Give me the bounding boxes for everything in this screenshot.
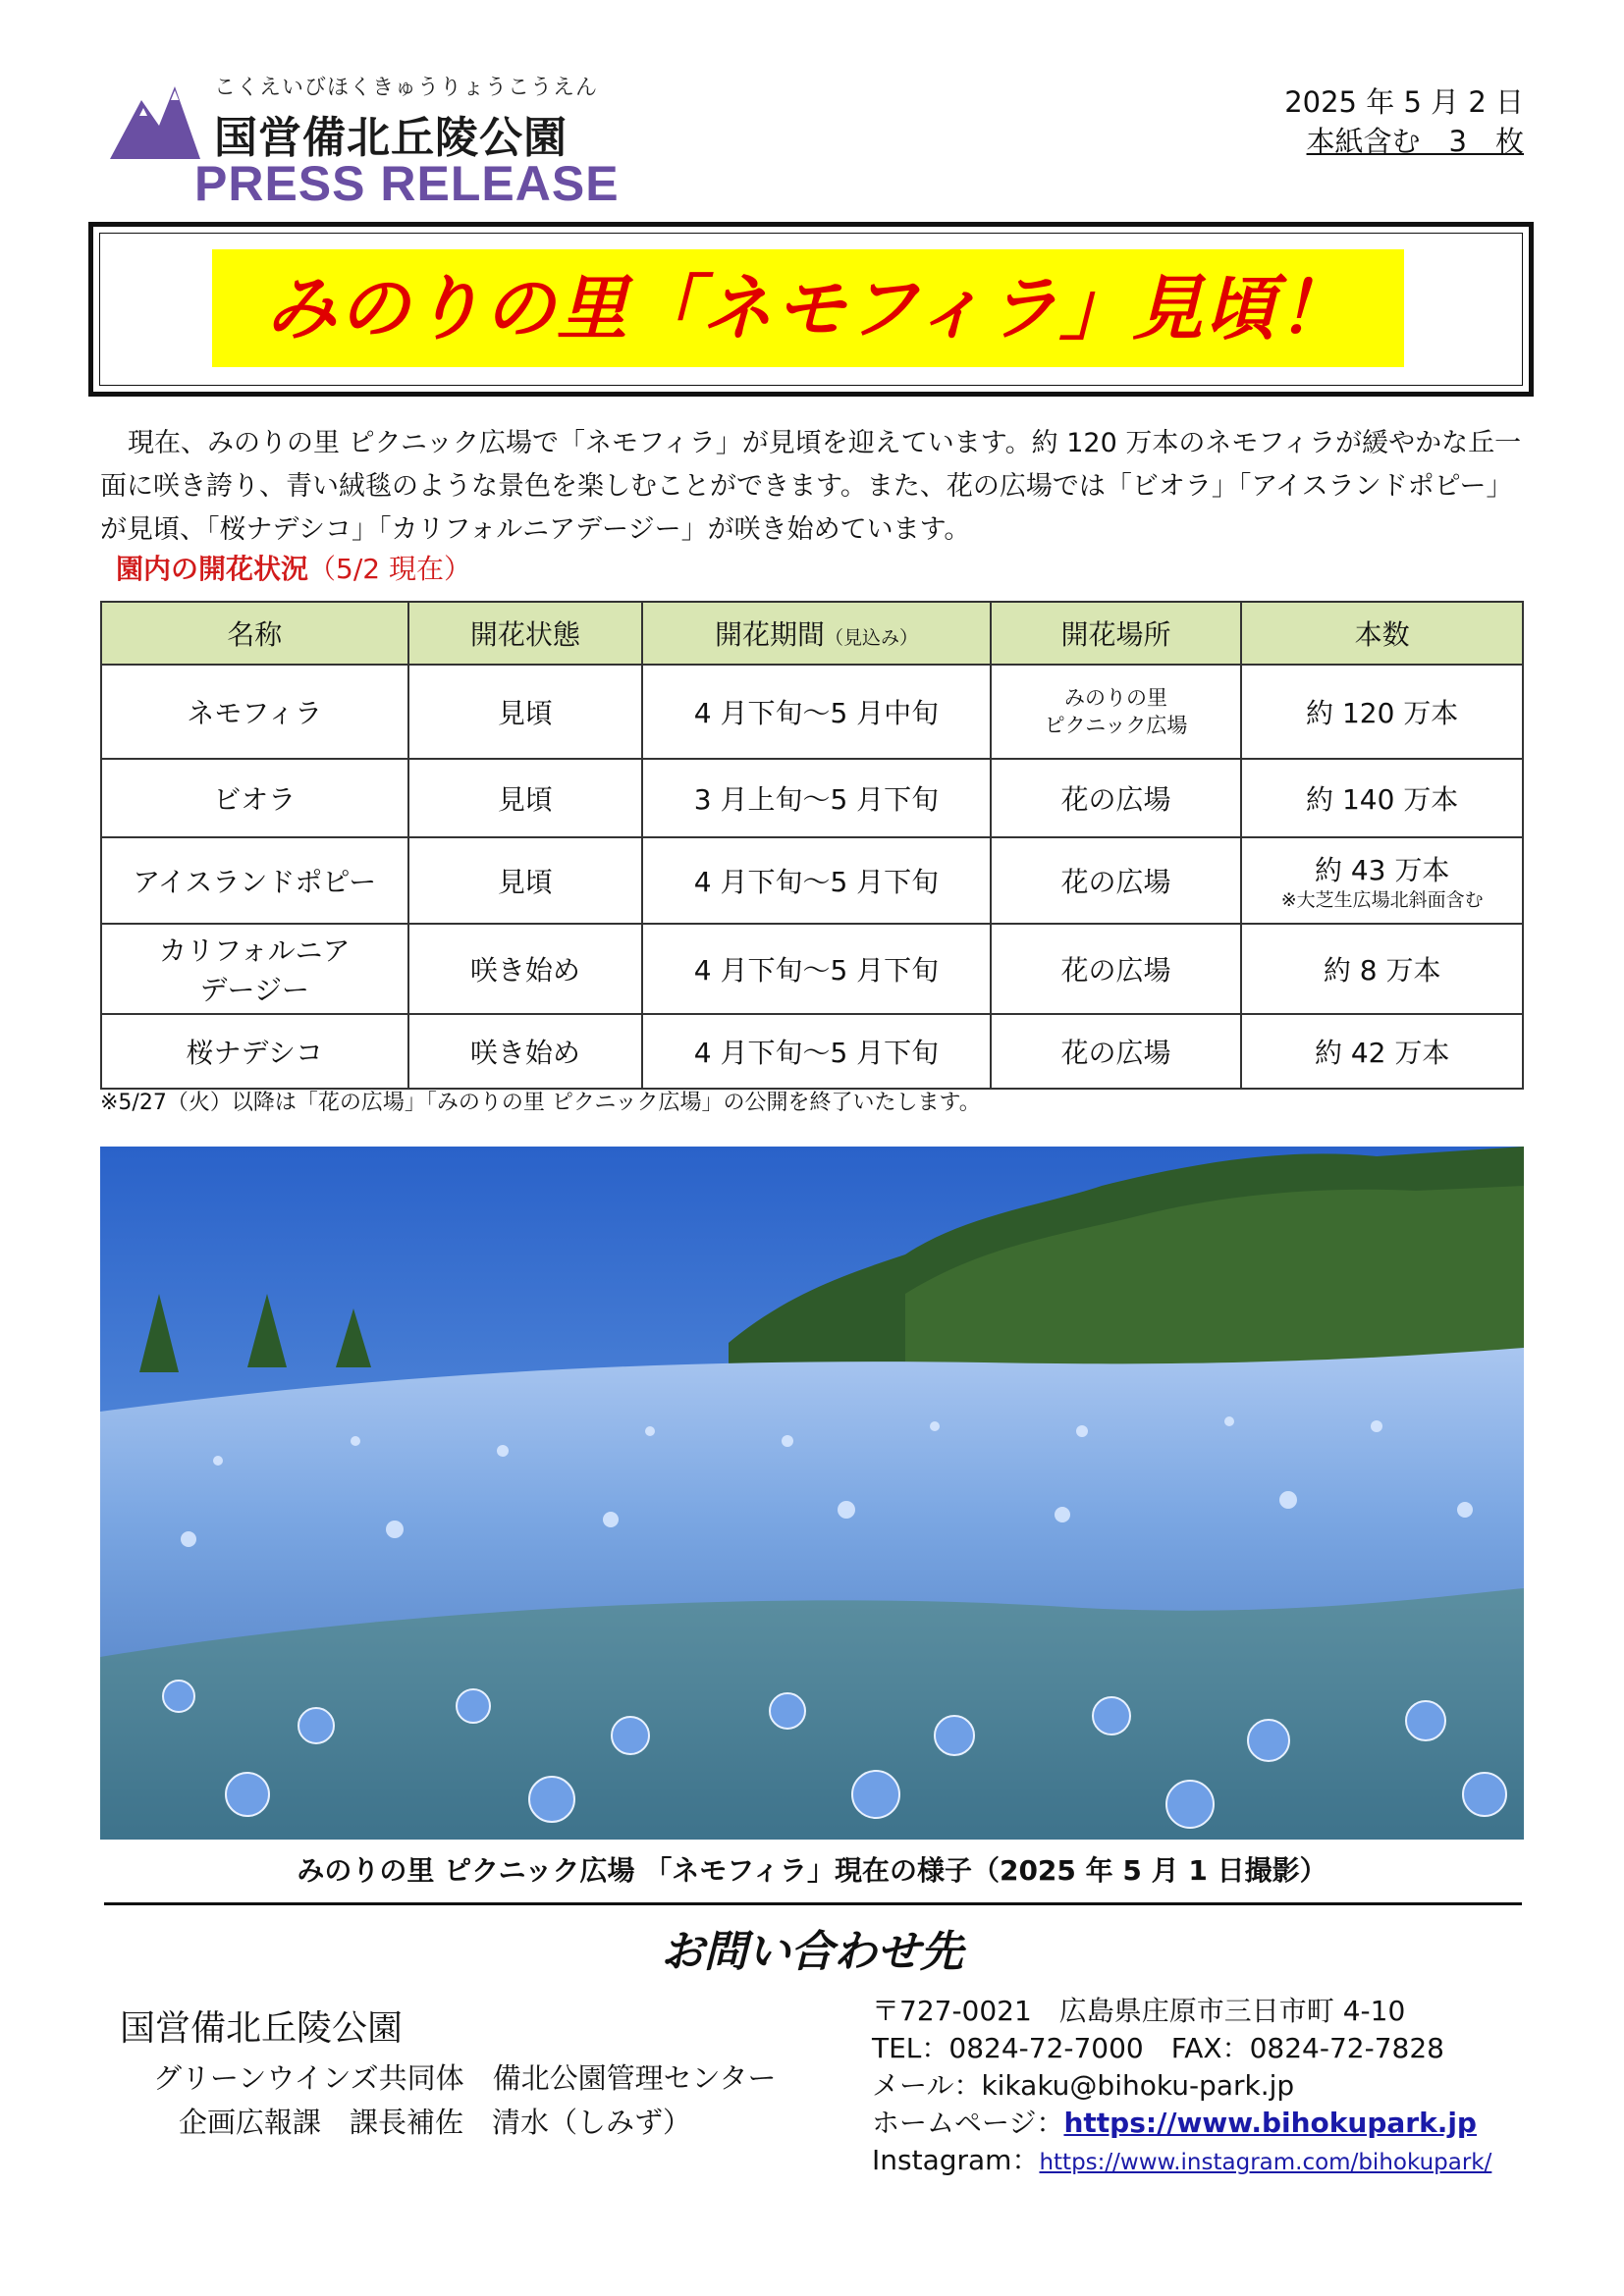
cell-place-line1: みのりの里 <box>1064 686 1168 710</box>
press-release-label: PRESS RELEASE <box>194 156 620 211</box>
header-name: 名称 <box>101 602 408 665</box>
table-header-row <box>101 602 1523 665</box>
table-row <box>101 1014 1523 1089</box>
cell-status: 見頃 <box>408 759 643 837</box>
section-title-text: 園内の開花状況 <box>116 553 309 585</box>
cell-period: 4 月下旬～5 月中旬 <box>642 665 991 759</box>
cell-count: 約 8 万本 <box>1241 924 1523 1014</box>
page-title: みのりの里「ネモフィラ」見頃！ <box>265 267 1351 349</box>
instagram-link[interactable]: https://www.instagram.com/bihokupark/ <box>1039 2150 1492 2175</box>
cell-name-line1: カリフォルニア <box>158 934 351 967</box>
intro-paragraph: 現在、みのりの里 ピクニック広場で「ネモフィラ」が見頃を迎えています。約 120 万本のネモフィラが緩やかな丘一面に咲き誇り、青い絨毯のような景色を楽しむことができます。また、花の広場では「ビオラ」「アイスランドポピー」が見頃、「桜ナデシコ」「カリフォルニアデージー」が咲き始めています。 <box>100 428 1522 545</box>
table-row <box>101 924 1523 1014</box>
contact-tel-fax: TEL：0824-72-7000 FAX：0824-72-7828 <box>872 2032 1444 2064</box>
cell-count-value: 約 43 万本 <box>1314 854 1450 886</box>
cell-status: 見頃 <box>408 665 643 759</box>
contact-org <box>120 2001 777 2141</box>
park-name: 国営備北丘陵公園 <box>214 113 568 163</box>
header-period <box>642 602 991 665</box>
header-count: 本数 <box>1241 602 1523 665</box>
contact-org-line1: グリーンウインズ共同体 備北公園管理センター <box>153 2061 777 2095</box>
cell-status: 咲き始め <box>408 1014 643 1089</box>
table-row <box>101 759 1523 837</box>
cell-count: 約 42 万本 <box>1241 1014 1523 1089</box>
nemophila-field-illustration <box>100 1147 1524 1840</box>
cell-name: ネモフィラ <box>101 665 408 759</box>
bloom-status-table <box>100 601 1524 1090</box>
cell-place: 花の広場 <box>991 1014 1242 1089</box>
cell-place: 花の広場 <box>991 837 1242 924</box>
cell-period: 4 月下旬～5 月下旬 <box>642 924 991 1014</box>
park-name-kana: こくえいびほくきゅうりょうこうえん <box>214 76 599 100</box>
contact-info <box>872 1993 1491 2181</box>
section-title-suffix: （5/2 現在） <box>308 553 471 585</box>
cell-place: 花の広場 <box>991 924 1242 1014</box>
contact-mail: メール：kikaku@bihoku-park.jp <box>872 2069 1295 2102</box>
cell-period: 4 月下旬～5 月下旬 <box>642 1014 991 1089</box>
contact-title: お問い合わせ先 <box>661 1927 963 1977</box>
contact-org-line2: 企画広報課 課長補佐 清水（しみず） <box>179 2106 692 2139</box>
cell-count: 約 120 万本 <box>1241 665 1523 759</box>
header-period-text: 開花期間 <box>714 618 825 651</box>
cell-count <box>1241 837 1523 924</box>
cell-place: 花の広場 <box>991 759 1242 837</box>
cell-name: アイスランドポピー <box>101 837 408 924</box>
header-period-note: （見込み） <box>824 627 918 649</box>
contact-divider <box>104 1902 1522 1905</box>
contact-homepage <box>872 2105 1491 2142</box>
homepage-link[interactable]: https://www.bihokupark.jp <box>1063 2107 1477 2139</box>
header-place: 開花場所 <box>991 602 1242 665</box>
cell-period: 4 月下旬～5 月下旬 <box>642 837 991 924</box>
page-count: 本紙含む 3 枚 <box>1306 125 1524 158</box>
nemophila-photo <box>100 1147 1524 1840</box>
photo-caption: みのりの里 ピクニック広場 「ネモフィラ」現在の様子（2025 年 5 月 1 日撮影） <box>297 1854 1327 1887</box>
homepage-label: ホームページ： <box>872 2107 1064 2139</box>
table-row <box>101 837 1523 924</box>
cell-status: 見頃 <box>408 837 643 924</box>
cell-name <box>101 924 408 1014</box>
contact-org-name: 国営備北丘陵公園 <box>120 2008 404 2049</box>
table-row <box>101 665 1523 759</box>
release-date: 2025 年 5 月 2 日 <box>1284 85 1524 119</box>
cell-period: 3 月上旬～5 月下旬 <box>642 759 991 837</box>
instagram-label: Instagram： <box>872 2144 1040 2176</box>
section-title <box>116 548 471 587</box>
cell-place-line2: ピクニック広場 <box>1044 714 1188 737</box>
cell-name: ビオラ <box>101 759 408 837</box>
contact-address: 〒727-0021 広島県庄原市三日市町 4-10 <box>872 1995 1406 2027</box>
cell-name-line2: デージー <box>199 974 309 1006</box>
table-footnote: ※5/27（火）以降は「花の広場」「みのりの里 ピクニック広場」の公開を終了いたします。 <box>100 1091 981 1115</box>
cell-place <box>991 665 1242 759</box>
park-logo-icon <box>110 79 200 159</box>
cell-count: 約 140 万本 <box>1241 759 1523 837</box>
contact-instagram <box>872 2142 1491 2181</box>
cell-name: 桜ナデシコ <box>101 1014 408 1089</box>
cell-count-note: ※大芝生広場北斜面含む <box>1280 889 1484 911</box>
header-status: 開花状態 <box>408 602 643 665</box>
cell-status: 咲き始め <box>408 924 643 1014</box>
